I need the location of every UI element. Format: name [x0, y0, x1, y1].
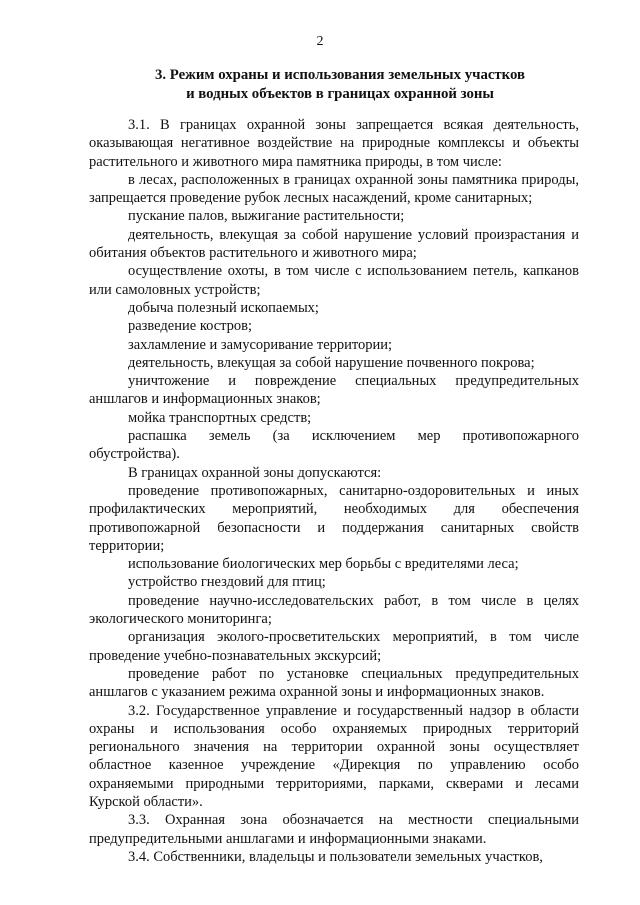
section-heading	[90, 66, 590, 104]
list-item: проведение работ по установке специальных предупредительных аншлагов с указанием режима охранной зоны и информационных знаков.	[89, 665, 579, 701]
list-item: устройство гнездовий для птиц;	[128, 574, 326, 591]
paragraph-3-3: 3.3. Охранная зона обозначается на местности специальными предупредительными аншлагами и информационными знаками.	[89, 812, 579, 847]
list-item: деятельность, влекущая за собой нарушение условий произрастания и обитания объектов растительного и животного мира;	[89, 226, 579, 262]
list-item: распашка земель (за исключением мер противопожарного обустройства).	[89, 428, 579, 463]
section-heading-line-2: и водных объектов в границах охранной зоны	[186, 86, 494, 102]
list-item: в лесах, расположенных в границах охранной зоны памятника природы, запрещается проведение рубок лесных насаждений, кроме санитарных;	[89, 171, 579, 207]
list-item: использование биологических мер борьбы с вредителями леса;	[128, 556, 519, 573]
list-item: деятельность, влекущая за собой нарушение почвенного покрова;	[128, 354, 535, 371]
list-item: захламление и замусоривание территории;	[128, 336, 393, 353]
allowed-intro: В границах охранной зоны допускаются:	[128, 464, 382, 481]
list-item: разведение костров;	[128, 318, 253, 335]
list-item: осуществление охоты, в том числе с использованием петель, капканов или самоловных устройств;	[89, 263, 579, 298]
paragraph-3-4: 3.4. Собственники, владельцы и пользователи земельных участков,	[128, 848, 543, 865]
list-item: мойка транспортных средств;	[128, 409, 312, 426]
page-number: 2	[316, 34, 324, 49]
section-heading-line-1: 3. Режим охраны и использования земельных участков	[154, 67, 526, 83]
paragraph-3-1-intro: 3.1. В границах охранной зоны запрещается всякая деятельность, оказывающая негативное воздействие на природные комплексы и объекты растительного и животного мира памятника природы, в том числе:	[89, 117, 579, 170]
list-item: пускание палов, выжигание растительности;	[128, 208, 405, 225]
list-item: уничтожение и повреждение специальных предупредительных аншлагов и информационных знаков;	[89, 373, 579, 408]
list-item: проведение научно-исследовательских работ, в том числе в целях экологического мониторинга;	[89, 592, 579, 628]
list-item: организация эколого-просветительских мероприятий, в том числе проведение учебно-познавательных экскурсий;	[89, 629, 579, 664]
list-item: добыча полезный ископаемых;	[128, 299, 319, 316]
list-item: проведение противопожарных, санитарно-оздоровительных и иных профилактических мероприятий, необходимых для обеспечения противопожарной безопасности и поддержания санитарных свойств территории;	[89, 482, 579, 554]
paragraph-3-2: 3.2. Государственное управление и государственный надзор в области охраны и использования особо охраняемых природных территорий регионального значения на территории охранной зоны осуществляет областное казенное учреждение «Дирекция по управлению особо охраняемыми природными территориями, парками, скверами и лесами Курской области».	[89, 702, 579, 810]
document-body	[89, 116, 579, 866]
